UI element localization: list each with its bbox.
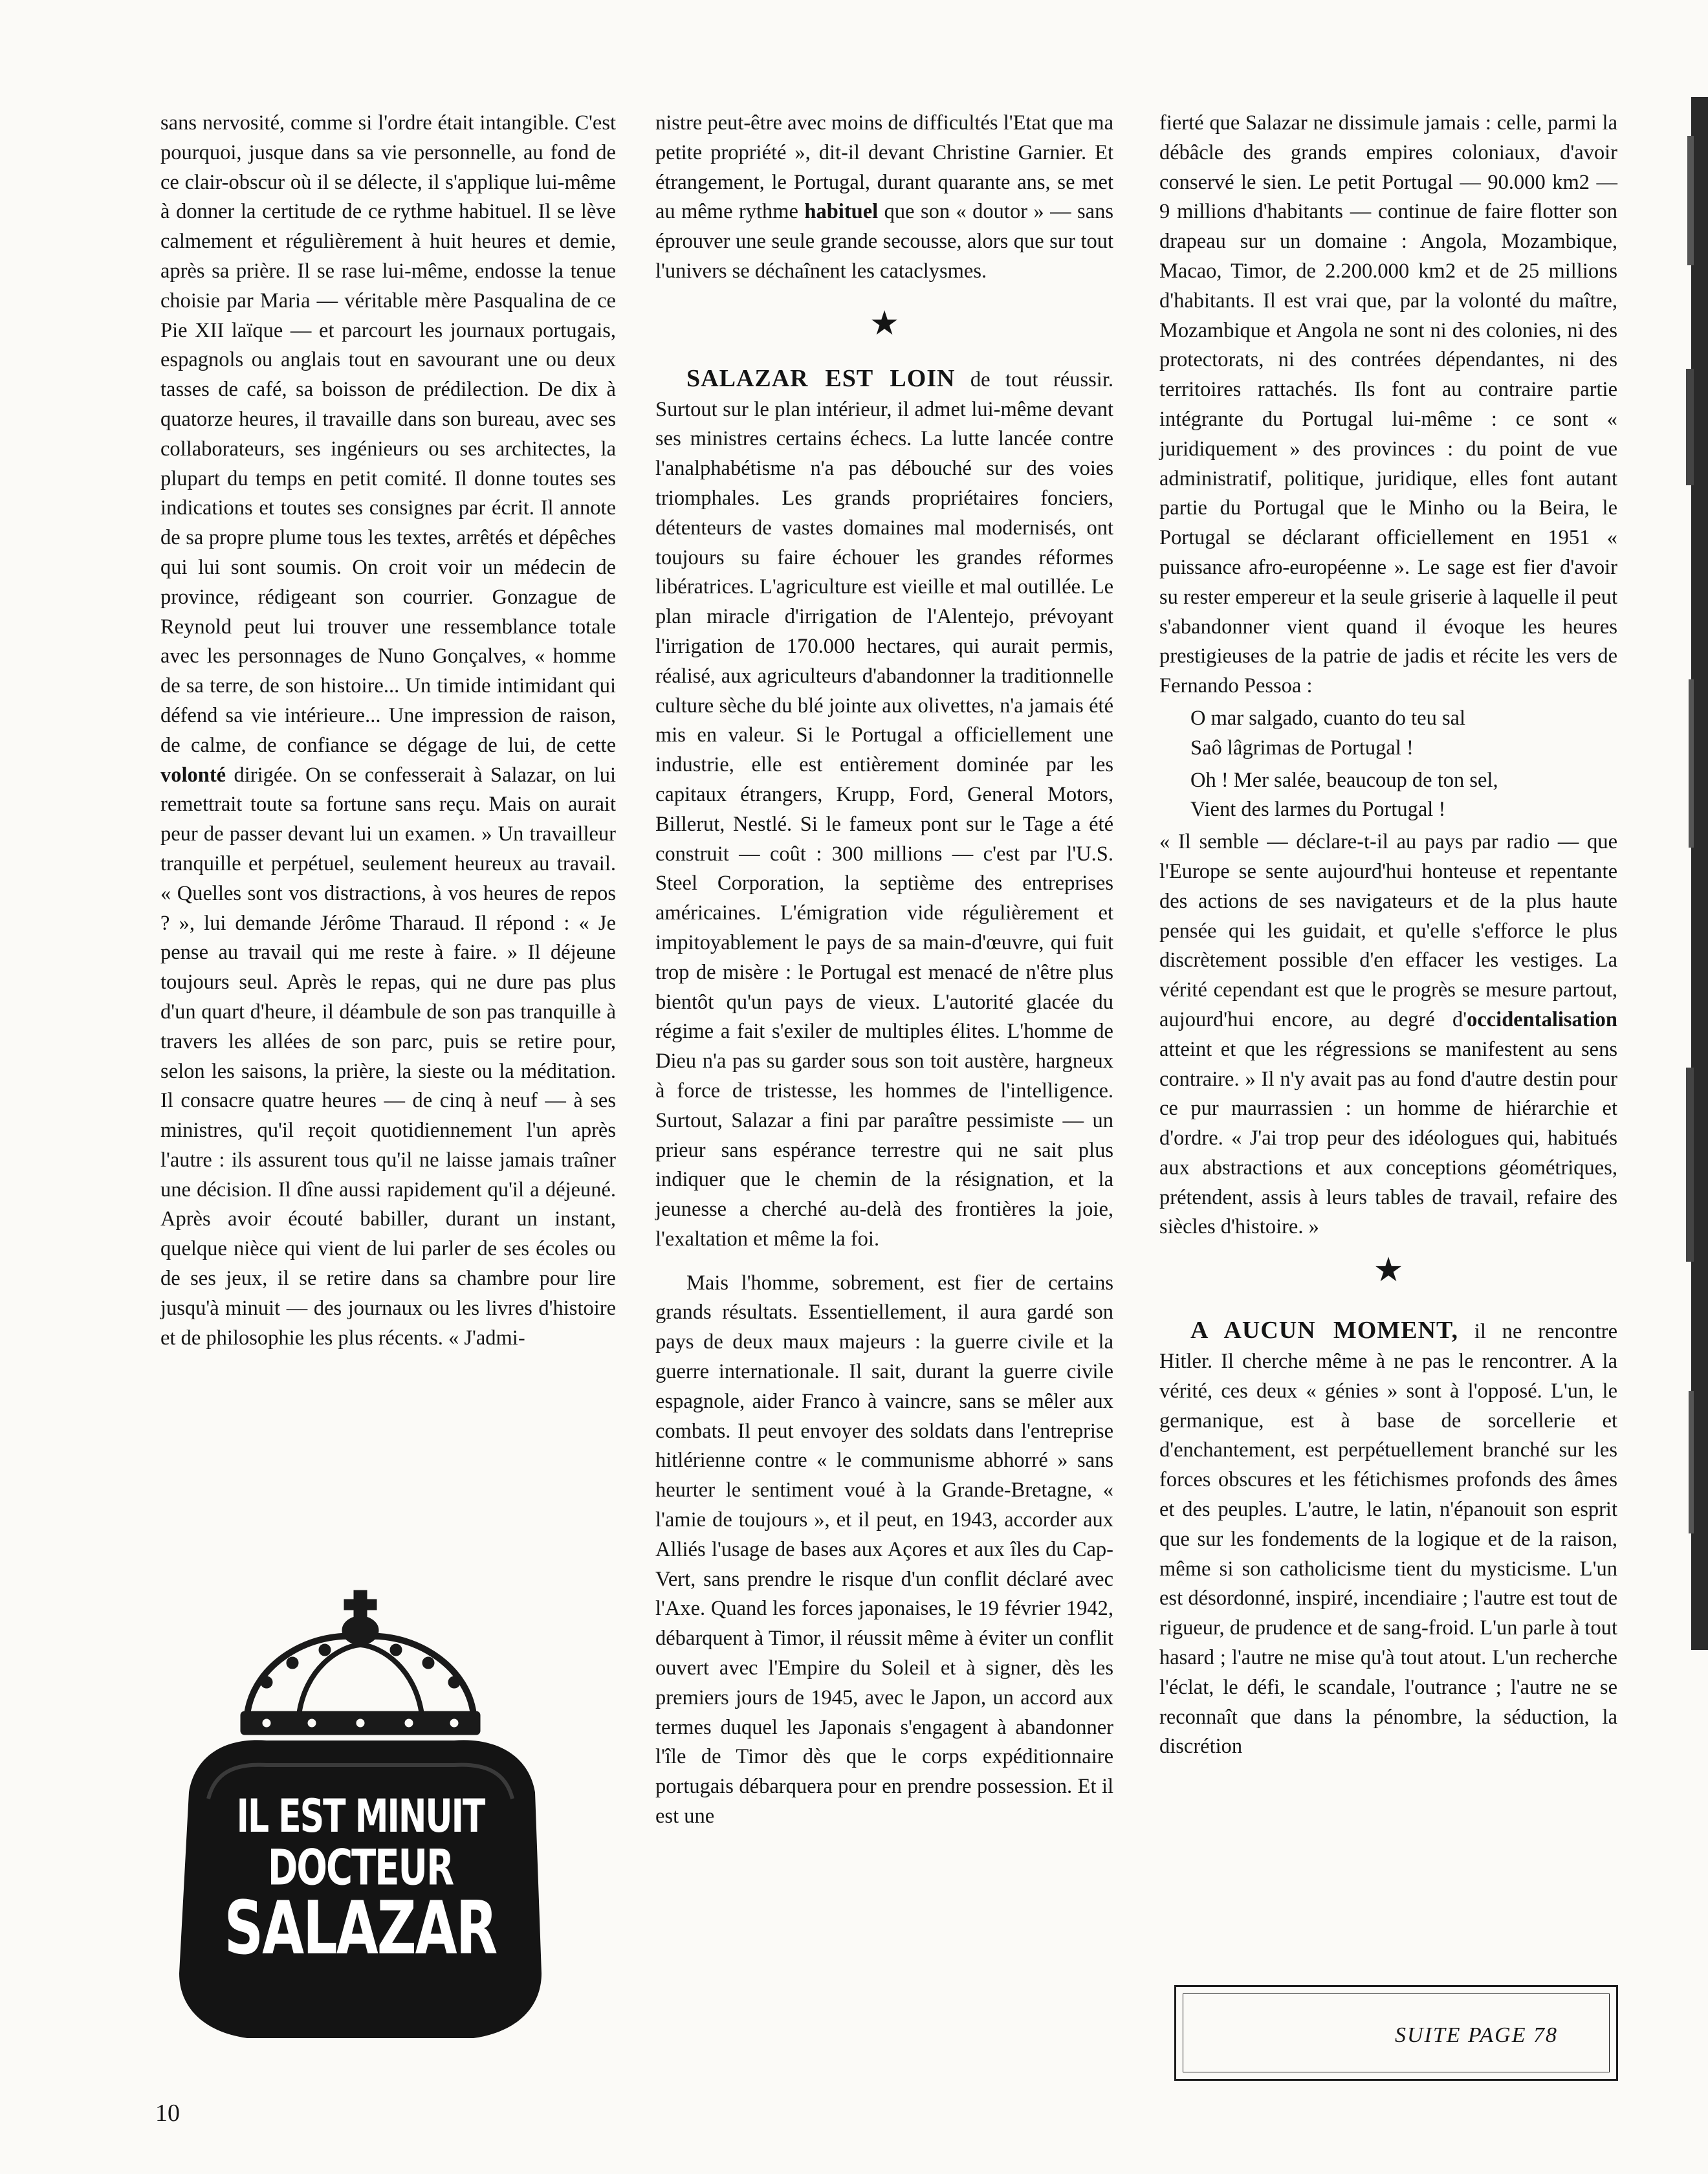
continued-box <box>1174 1985 1618 2081</box>
paragraph: fierté que Salazar ne dissimule jamais : celle, parmi la débâcle des grands empires coloniaux, d'avoir conservé le sien. Le petit Portugal — 90.000 km2 — 9 millions d'habitants — continue de faire flotter son drapeau sur un domaine : Angola, Mozambique, Macao, Timor, de 2.200.000 km2 et de 25 millions d'habitants. Il est vrai que, par la volonté du maître, Mozambique et Angola ne sont ni des colonies, ni des protectorats, ni des contrées dépendantes, ni des territoires rattachés. Ils font au contraire partie intégrante du Portugal lui-même : ce sont « juridiquement » des provinces : du point de vue administratif, politique, juridique, elles font autant partie du Portugal que le Minho ou la Beira, le Portugal se déclarant officiellement en 1951 « puissance afro-européenne ». Le sage est fier d'avoir su rester empereur et la seule griserie à laquelle il peut s'abandonner vient quand il évoque les heures prestigieuses de la patrie de jadis et récite les vers de Fernando Pessoa : <box>1159 111 1617 698</box>
continued-on-page-label: SUITE PAGE 78 <box>1394 2023 1558 2047</box>
emblem-title-line-1: IL EST MINUIT <box>236 1790 485 1843</box>
article-column-2 <box>655 109 1113 1832</box>
page-edge-shadow <box>1682 97 1708 1650</box>
paragraph: SALAZAR EST LOIN de tout réussir. Surtout sur le plan intérieur, il admet lui-même devant ses ministres certains échecs. La lutte lancée contre l'analphabétisme n'a pas débouché sur des voies triomphales. Les grands propriétaires fonciers, détenteurs de vastes domaines mal modernisés, ont toujours su faire échouer les grandes réformes libératrices. L'agriculture est vieille et mal outillée. Le plan miracle d'irrigation de l'Alentejo, prévoyant l'irrigation de 170.000 hectares, qui aurait permis, réalisé, aux agriculteurs d'abandonner la traditionnelle culture sèche du blé jointe aux olivettes, n'a jamais été mis en valeur. Si le Portugal a officiellement une industrie, elle est entièrement dominée par les capitaux étrangers, Krupp, Ford, General Motors, Billerut, Nestlé. Si le fameux pont sur le Tage a été construit — coût : 300 millions — c'est par l'U.S. Steel Corporation, la septième des entreprises américaines. L'émigration vide régulièrement et impitoyablement le pays de sa main-d'œuvre, qui fuit trop de misère : le Portugal est menacé de n'être plus bientôt qu'un pays de vieux. L'autorité glacée du régime a fait s'exiler de multiples élites. L'homme de Dieu n'a pas su garder sous son toit austère, hargneux à force de tristesse, les hommes de l'intelligence. Surtout, Salazar a fini par paraître pessimiste — un prieur sans espérance terrestre qui ne sait plus indiquer que le chemin de la résignation, et la jeunesse a cherché au-delà des frontières la joie, l'exaltation et même la foi. <box>655 364 1113 1251</box>
article-column-3 <box>1159 109 1617 1762</box>
emphasis: volonté <box>160 763 226 787</box>
page-number: 10 <box>155 2100 180 2127</box>
paragraph: nistre peut-être avec moins de difficultés l'Etat que ma petite propriété », dit-il devant Christine Garnier. Et étrangement, le Portugal, durant quarante ans, se met au même rythme habituel que son « doutor » — sans éprouver une seule grande secousse, alors que sur tout l'univers se déchaînent les cataclysmes. <box>655 111 1113 283</box>
crown-emblem <box>170 1585 551 2051</box>
emphasis: habituel <box>804 200 879 224</box>
paragraph: Mais l'homme, sobrement, est fier de certains grands résultats. Essentiellement, il aura gardé son pays de deux maux majeurs : la guerre civile et la guerre internationale. Il sait, durant la guerre civile espagnole, aider Franco à vaincre, sans se mêler aux combats. Il peut envoyer des soldats dans l'entreprise hitlérienne contre « le communisme abhorré » sans heurter le sentiment voué à la Grande-Bretagne, « l'amie de toujours », et il peut, en 1943, accorder aux Alliés l'usage de bases aux Açores et aux îles du Cap-Vert, sans prendre le risque d'un conflit déclaré avec l'Axe. Quand les forces japonaises, le 19 février 1942, débarquent à Timor, il réussit même à éviter un conflit ouvert avec l'Empire du Soleil et à signer, dès les premiers jours de 1945, avec le Japon, un accord aux termes duquel les Japonais s'engagent à abandonner l'île de Timor dès que le corps expéditionnaire portugais débarquera pour en prendre possession. Et il est une <box>655 1271 1113 1828</box>
emphasis: occidentalisation <box>1467 1007 1617 1031</box>
paragraph: A AUCUN MOMENT, il ne rencontre Hitler. Il cherche même à ne pas le rencontrer. A la vérité, ces deux « génies » sont à l'opposé. L'un, le germanique, est à base de sorcellerie et d'enchantement, est perpétuellement branché sur les forces obscures et les fétichismes profonds des âmes et des peuples. L'autre, le latin, n'épanouit son esprit que sur les fondements de la logique et de la raison, même si son catholicisme tient du mysticisme. L'un est désordonné, inspiré, incendiaire ; l'autre est tout de rigueur, de prudence et de sang-froid. L'un parle à tout hasard ; l'autre ne mise qu'à tout atout. L'un recherche l'éclat, le défi, le scandale, l'outrance ; l'autre ne se reconnaît que dans la pénombre, la séduction, la discrétion <box>1159 1317 1617 1759</box>
emblem-title-line-3: SALAZAR <box>224 1885 497 1971</box>
emblem-title-line-2: DOCTEUR <box>267 1839 454 1897</box>
section-heading: SALAZAR EST LOIN <box>686 364 956 392</box>
poem-verse: O mar salgado, cuanto do teu sal Saô lâgrimas de Portugal ! <box>1190 706 1466 760</box>
section-star-separator: ★ <box>1373 1252 1404 1290</box>
poem-verse-translation: Oh ! Mer salée, beaucoup de ton sel, Vient des larmes du Portugal ! <box>1190 768 1498 822</box>
paragraph: sans nervosité, comme si l'ordre était intangible. C'est pourquoi, jusque dans sa vie personnelle, au fond de ce clair-obscur où il se délecte, il s'applique lui-même à donner la certitude de ce rythme habituel. Il se lève calmement et régulièrement à huit heures et demie, après sa prière. Il se rase lui-même, endosse la tenue choisie par Maria — véritable mère Pasqualina de ce Pie XII laïque — et parcourt les journaux portugais, espagnols ou anglais tout en savourant une ou deux tasses de café, sa boisson de prédilection. De dix à quatorze heures, il travaille dans son bureau, avec ses collaborateurs, ses ingénieurs ou ses architectes, la plupart du temps en petit comité. Il donne toutes ses indications et toutes ses consignes par écrit. Il annote de sa propre plume tous les textes, arrêtés et dépêches qui lui sont soumis. On croit voir un médecin de province, rédigeant son courrier. Gonzague de Reynold peut lui trouver une ressemblance totale avec les personnages de Nuno Gonçalves, « homme de sa terre, de son histoire... Un timide intimidant qui défend sa vie intérieure... Une impression de raison, de calme, de confiance se dégage de lui, de cette volonté dirigée. On se confesserait à Salazar, on lui remettrait toute sa fortune sans reçu. Mais on aurait peur de passer devant lui un examen. » Un travailleur tranquille et perpétuel, seulement heureux au travail. « Quelles sont vos distractions, à vos heures de repos ? », lui demande Jérôme Tharaud. Il répond : « Je pense au travail qui me reste à faire. » Il déjeune toujours seul. Après le repas, qui ne dure pas plus d'un quart d'heure, il déambule de son pas tranquille à travers les allées de son parc, puis se retire pour, selon les saisons, la prière, la sieste ou la méditation. Il consacre quatre heures — de cinq à neuf — à ses ministres, qu'il reçoit quotidiennement l'un après l'autre : ils assurent tous qu'il ne laisse jamais traîner une décision. Il dîne aussi rapidement qu'il a déjeuné. Après avoir écouté babiller, durant un instant, quelque nièce qui vient de lui parler de ses écoles ou de ses jeux, il se retire dans sa chambre pour lire jusqu'à minuit — des journaux ou les livres d'histoire et de philosophie les plus récents. « J'admi- <box>160 111 616 1350</box>
section-heading: A AUCUN MOMENT, <box>1190 1317 1459 1345</box>
article-column-1 <box>160 109 616 1353</box>
section-star-separator: ★ <box>869 305 900 342</box>
paragraph: « Il semble — déclare-t-il au pays par radio — que l'Europe se sente aujourd'hui honteuse et repentante des actions de ses navigateurs et de la plus haute pensée qui les guidait, et qu'elle s'efforce le plus discrètement possible d'en effacer les vestiges. La vérité cependant est que le progrès se mesure partout, aujourd'hui encore, au degré d'occidentalisation atteint et que les régressions se manifestent au sens contraire. » Il n'y avait pas au fond d'autre destin pour ce pur maurrassien : un homme de hiérarchie et d'ordre. « J'ai trop peur des idéologues qui, habitués aux abstractions et aux conceptions géométriques, prétendent, assis à leurs tables de travail, refaire des siècles d'histoire. » <box>1159 830 1617 1239</box>
